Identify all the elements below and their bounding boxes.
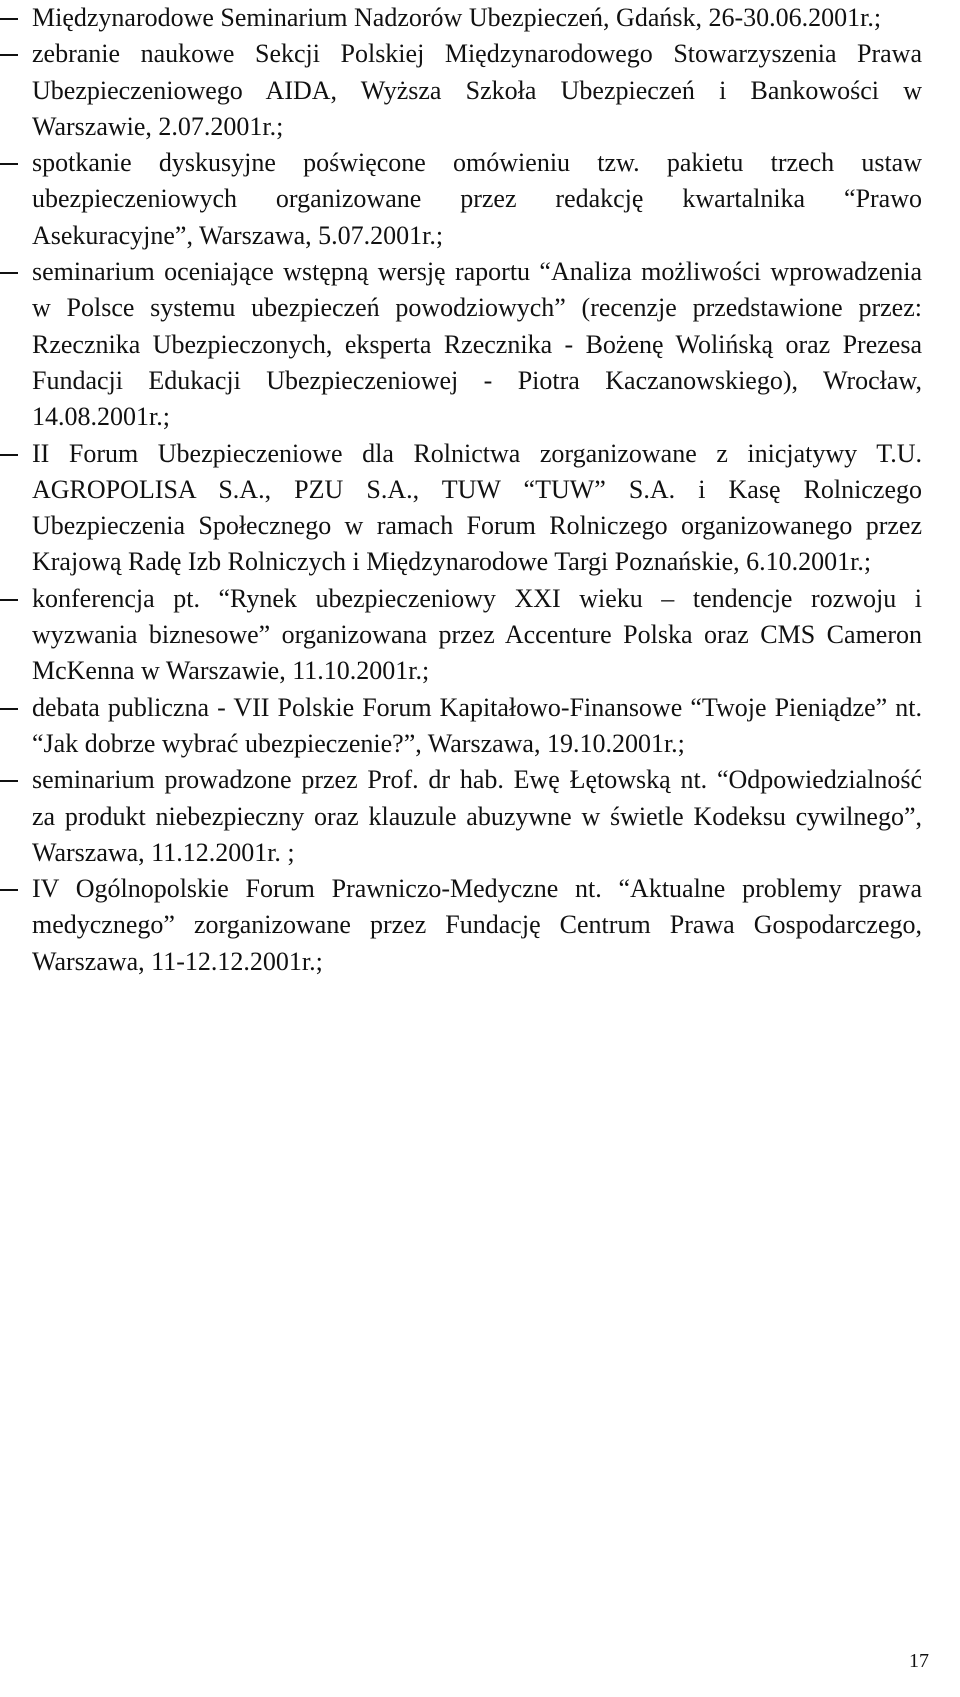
dash-bullet-icon (0, 889, 18, 891)
page-number: 17 (909, 1650, 929, 1672)
list-item (0, 690, 922, 763)
dash-bullet-icon (0, 599, 18, 601)
dash-bullet-icon (0, 708, 18, 710)
list-item (0, 436, 922, 581)
list-item (0, 762, 922, 871)
list-item-text: zebranie naukowe Sekcji Polskiej Międzynarodowego Stowarzyszenia Prawa Ubezpieczeniowego AIDA, Wyższa Szkoła Ubezpieczeń i Bankowości w Warszawie, 2.07.2001r.; (32, 39, 922, 141)
dash-bullet-icon (0, 780, 18, 782)
list-item-text: IV Ogólnopolskie Forum Prawniczo-Medyczne nt. “Aktualne problemy prawa medycznego” zorganizowane przez Fundację Centrum Prawa Gospodarczego, Warszawa, 11-12.12.2001r.; (32, 874, 922, 976)
list-item (0, 581, 922, 690)
dash-bullet-icon (0, 454, 18, 456)
list-item (0, 145, 922, 254)
dash-bullet-icon (0, 54, 18, 56)
list-item (0, 36, 922, 145)
list-item (0, 254, 922, 435)
dash-bullet-icon (0, 18, 18, 20)
dash-bullet-icon (0, 272, 18, 274)
list-item-text: seminarium oceniające wstępną wersję raportu “Analiza możliwości wprowadzenia w Polsce systemu ubezpieczeń powodziowych” (recenzje przedstawione przez: Rzecznika Ubezpieczonych, eksperta Rzecznika - Bożenę Wolińską oraz Prezesa Fundacji Edukacji Ubezpieczeniowej - Piotra Kaczanowskiego), Wrocław, 14.08.2001r.; (32, 257, 922, 432)
list-item (0, 871, 922, 980)
list-item-text: seminarium prowadzone przez Prof. dr hab. Ewę Łętowską nt. “Odpowiedzialność za produkt niebezpieczny oraz klauzule abuzywne w świetle Kodeksu cywilnego”, Warszawa, 11.12.2001r. ; (32, 765, 922, 867)
list-item-text: II Forum Ubezpieczeniowe dla Rolnictwa zorganizowane z inicjatywy T.U. AGROPOLISA S.A., PZU S.A., TUW “TUW” S.A. i Kasę Rolniczego Ubezpieczenia Społecznego w ramach Forum Rolniczego organizowanego przez Krajową Radę Izb Rolniczych i Międzynarodowe Targi Poznańskie, 6.10.2001r.; (32, 438, 922, 577)
list-item-text: Międzynarodowe Seminarium Nadzorów Ubezpieczeń, Gdańsk, 26-30.06.2001r.; (32, 3, 882, 32)
list-item-text: debata publiczna - VII Polskie Forum Kapitałowo-Finansowe “Twoje Pieniądze” nt. “Jak dobrze wybrać ubezpieczenie?”, Warszawa, 19.10.2001r.; (32, 692, 922, 758)
list-item-text: spotkanie dyskusyjne poświęcone omówieniu tzw. pakietu trzech ustaw ubezpieczeniowych organizowane przez redakcję kwartalnika “Prawo Asekuracyjne”, Warszawa, 5.07.2001r.; (32, 148, 922, 250)
list-item (0, 0, 922, 36)
list-item-text: konferencja pt. “Rynek ubezpieczeniowy XXI wieku – tendencje rozwoju i wyzwania biznesowe” organizowana przez Accenture Polska oraz CMS Cameron McKenna w Warszawie, 11.10.2001r.; (32, 583, 922, 686)
dash-bullet-icon (0, 163, 18, 165)
